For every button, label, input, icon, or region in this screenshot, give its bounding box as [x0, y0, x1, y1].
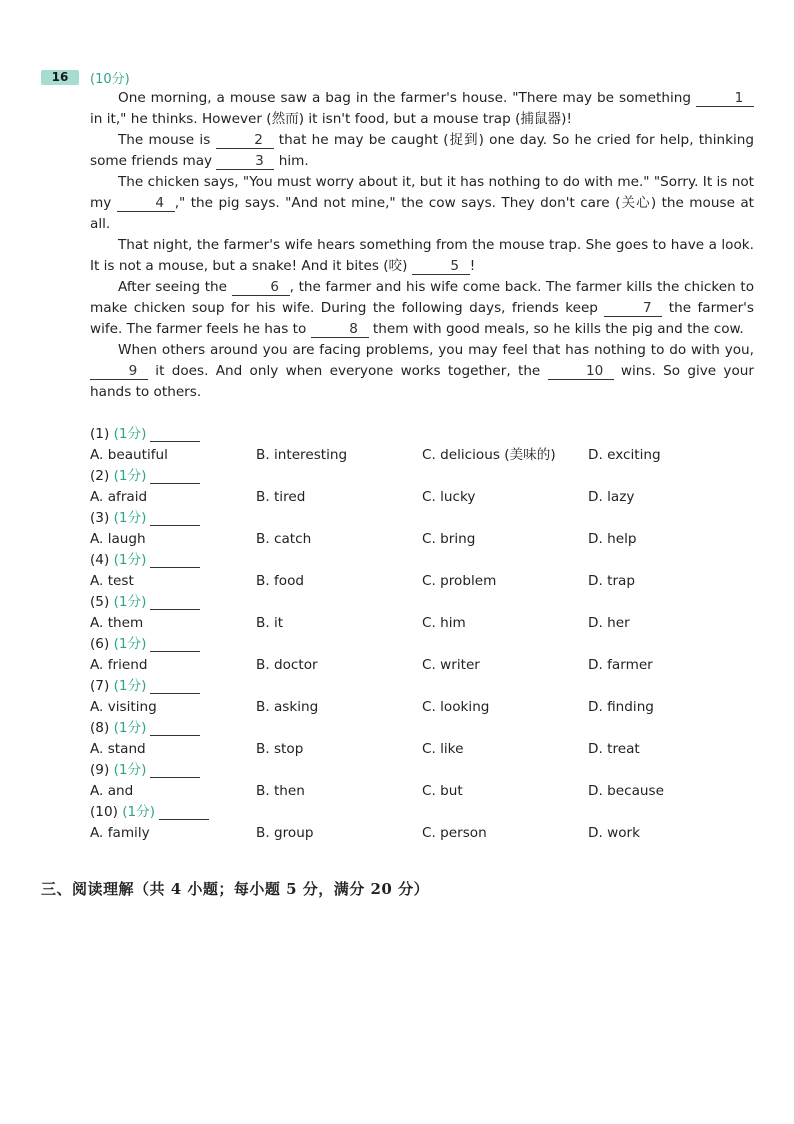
blank-1: 1 — [696, 90, 754, 107]
item-score: (1分) — [113, 552, 147, 568]
option-a[interactable]: A. family — [90, 825, 150, 841]
blank-10: 10 — [548, 363, 614, 380]
answer-blank[interactable] — [150, 553, 200, 568]
option-b[interactable]: B. catch — [256, 531, 312, 547]
blank-5: 5 — [412, 258, 470, 275]
passage-paragraph: The mouse is 2 that he may be caught (捉到) one day. So he cried for help, thinking some friends may 3 him. — [90, 132, 755, 169]
question-item-label — [90, 550, 770, 571]
blank-2: 2 — [216, 132, 274, 149]
blank-7: 7 — [604, 300, 662, 317]
item-score: (1分) — [113, 720, 147, 736]
option-c[interactable]: C. person — [422, 825, 487, 841]
answer-blank[interactable] — [150, 637, 200, 652]
answer-blank[interactable] — [150, 679, 200, 694]
item-number: (1) — [90, 426, 110, 442]
option-b[interactable]: B. stop — [256, 741, 304, 757]
question-header — [41, 68, 130, 86]
options-list — [90, 424, 770, 844]
question-item-label — [90, 676, 770, 697]
option-row — [90, 781, 770, 802]
option-a[interactable]: A. friend — [90, 657, 148, 673]
blank-4: 4 — [117, 195, 175, 212]
option-c[interactable]: C. like — [422, 741, 464, 757]
item-score: (1分) — [113, 594, 147, 610]
option-row — [90, 445, 770, 466]
item-number: (2) — [90, 468, 110, 484]
answer-blank[interactable] — [150, 595, 200, 610]
item-score: (1分) — [113, 468, 147, 484]
question-item-label — [90, 508, 770, 529]
option-c[interactable]: C. problem — [422, 573, 497, 589]
option-b[interactable]: B. food — [256, 573, 305, 589]
item-score: (1分) — [113, 510, 147, 526]
option-d[interactable]: D. farmer — [588, 657, 653, 673]
option-row — [90, 823, 770, 844]
question-item-label — [90, 466, 770, 487]
passage-paragraph: When others around you are facing problems, you may feel that has nothing to do with you, 9 it does. And only when everyone works together, the 10 wins. So give your hands to others. — [90, 342, 754, 400]
option-a[interactable]: A. visiting — [90, 699, 157, 715]
passage-paragraph: That night, the farmer's wife hears something from the mouse trap. She goes to have a look. It is not a mouse, but a snake! And it bites (咬) 5 ! — [90, 237, 754, 274]
option-b[interactable]: B. doctor — [256, 657, 318, 673]
option-row — [90, 529, 770, 550]
item-number: (3) — [90, 510, 110, 526]
answer-blank[interactable] — [159, 805, 209, 820]
option-d[interactable]: D. trap — [588, 573, 635, 589]
option-a[interactable]: A. beautiful — [90, 447, 168, 463]
blank-6: 6 — [232, 279, 290, 296]
item-score: (1分) — [122, 804, 156, 820]
option-b[interactable]: B. then — [256, 783, 305, 799]
question-item-label — [90, 802, 770, 823]
option-a[interactable]: A. test — [90, 573, 134, 589]
option-b[interactable]: B. interesting — [256, 447, 348, 463]
answer-blank[interactable] — [150, 511, 200, 526]
item-number: (8) — [90, 720, 110, 736]
option-c[interactable]: C. him — [422, 615, 466, 631]
item-number: (10) — [90, 804, 118, 820]
item-score: (1分) — [113, 762, 147, 778]
item-score: (1分) — [113, 636, 147, 652]
passage-paragraph: One morning, a mouse saw a bag in the farmer's house. "There may be something 1 in it," he thinks. However (然而) it isn't food, but a mouse trap (捕鼠器)! — [90, 88, 754, 130]
option-c[interactable]: C. delicious (美味的) — [422, 447, 556, 463]
option-b[interactable]: B. it — [256, 615, 284, 631]
option-row — [90, 571, 770, 592]
option-d[interactable]: D. finding — [588, 699, 654, 715]
option-d[interactable]: D. because — [588, 783, 664, 799]
blank-8: 8 — [311, 321, 369, 338]
option-row — [90, 487, 770, 508]
option-d[interactable]: D. her — [588, 615, 630, 631]
item-number: (4) — [90, 552, 110, 568]
option-a[interactable]: A. them — [90, 615, 144, 631]
option-d[interactable]: D. lazy — [588, 489, 635, 505]
item-number: (9) — [90, 762, 110, 778]
option-row — [90, 697, 770, 718]
question-item-label — [90, 760, 770, 781]
option-c[interactable]: C. but — [422, 783, 463, 799]
option-row — [90, 613, 770, 634]
option-c[interactable]: C. writer — [422, 657, 480, 673]
option-a[interactable]: A. afraid — [90, 489, 148, 505]
passage-paragraph: After seeing the 6 , the farmer and his wife come back. The farmer kills the chicken to make chicken soup for his wife. During the following days, friends keep 7 the farmer's wife. The farmer feels he has to 8 them with good meals, so he kills the pig and the cow. — [90, 279, 755, 337]
option-c[interactable]: C. bring — [422, 531, 476, 547]
item-score: (1分) — [113, 426, 147, 442]
answer-blank[interactable] — [150, 427, 200, 442]
item-number: (7) — [90, 678, 110, 694]
question-score: (10分) — [90, 71, 130, 87]
option-a[interactable]: A. laugh — [90, 531, 146, 547]
question-number-badge: 16 — [41, 70, 79, 85]
blank-3: 3 — [216, 153, 274, 170]
option-row — [90, 739, 770, 760]
answer-blank[interactable] — [150, 763, 200, 778]
blank-9: 9 — [90, 363, 148, 380]
answer-blank[interactable] — [150, 721, 200, 736]
option-c[interactable]: C. looking — [422, 699, 490, 715]
item-score: (1分) — [113, 678, 147, 694]
item-number: (6) — [90, 636, 110, 652]
question-item-label — [90, 634, 770, 655]
passage-paragraph: The chicken says, "You must worry about it, but it has nothing to do with me." "Sorry. It is not my 4 ," the pig says. "And not mine," the cow says. They don't care (关心) the mouse at all. — [90, 174, 755, 232]
option-d[interactable]: D. exciting — [588, 447, 661, 463]
option-d[interactable]: D. treat — [588, 741, 640, 757]
option-a[interactable]: A. and — [90, 783, 134, 799]
option-d[interactable]: D. work — [588, 825, 641, 841]
answer-blank[interactable] — [150, 469, 200, 484]
question-item-label — [90, 424, 770, 445]
option-a[interactable]: A. stand — [90, 741, 146, 757]
option-b[interactable]: B. tired — [256, 489, 306, 505]
item-number: (5) — [90, 594, 110, 610]
option-b[interactable]: B. asking — [256, 699, 319, 715]
question-item-label — [90, 592, 770, 613]
question-item-label — [90, 718, 770, 739]
option-d[interactable]: D. help — [588, 531, 637, 547]
option-c[interactable]: C. lucky — [422, 489, 476, 505]
section-title: 三、阅读理解（共 4 小题；每小题 5 分，满分 20 分） — [41, 880, 430, 898]
option-row — [90, 655, 770, 676]
cloze-passage — [90, 88, 754, 403]
option-b[interactable]: B. group — [256, 825, 314, 841]
